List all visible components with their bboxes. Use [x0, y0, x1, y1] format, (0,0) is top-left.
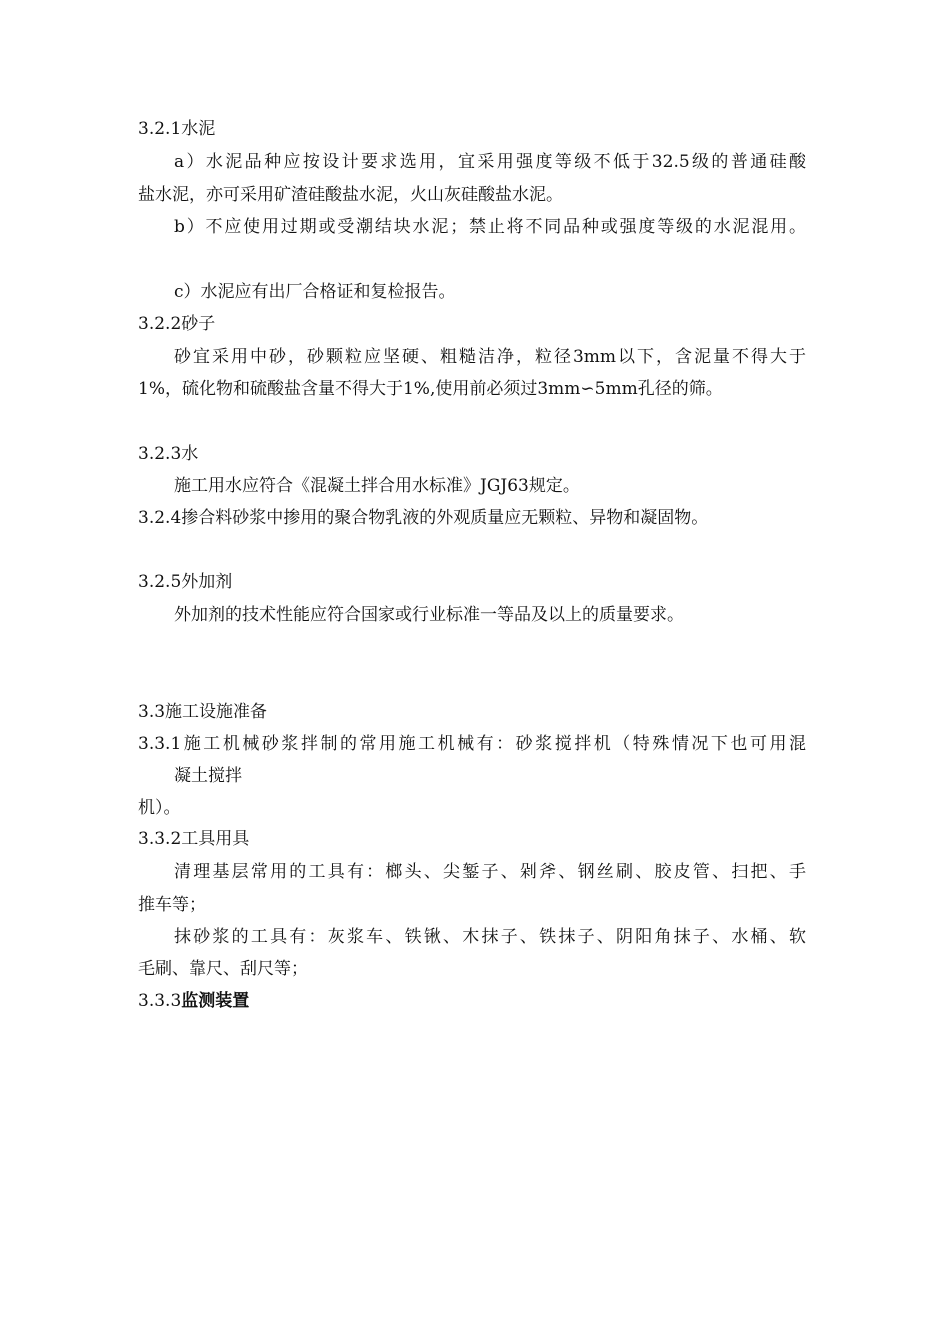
- section-3-2-2-text-line2: 1%，硫化物和硫酸盐含量不得大于1%,使用前必须过3mm∽5mm孔径的筛。: [138, 379, 723, 399]
- section-3-3-1-line3: 机）。: [138, 798, 181, 818]
- section-3-2-1-heading: 3.2.1水泥: [138, 119, 216, 139]
- section-3-2-5-heading: 3.2.5外加剂: [138, 572, 233, 592]
- section-3-3-2-para2-line2: 毛刷、靠尺、刮尺等；: [138, 959, 308, 979]
- section-3-2-2-heading: 3.2.2砂子: [138, 314, 216, 334]
- section-3-3-1-line1: 3.3.1施工机械砂浆拌制的常用施工机械有：砂浆搅拌机（特殊情况下也可用混: [138, 734, 806, 754]
- section-3-2-5-text: 外加剂的技术性能应符合国家或行业标准一等品及以上的质量要求。: [174, 605, 684, 625]
- section-3-2-1-item-c: c）水泥应有出厂合格证和复检报告。: [174, 282, 456, 302]
- section-3-2-1-item-a-line2: 盐水泥，亦可采用矿渣硅酸盐水泥，火山灰硅酸盐水泥。: [138, 185, 563, 205]
- section-3-3-heading: 3.3施工设施准备: [138, 702, 268, 722]
- section-3-3-2-para2-line1: 抹砂浆的工具有：灰浆车、铁锹、木抹子、铁抹子、阴阳角抹子、水桶、软: [174, 927, 806, 947]
- section-3-3-3-heading: [138, 990, 249, 1012]
- section-3-2-2-text-line1: 砂宜采用中砂，砂颗粒应坚硬、粗糙洁净，粒径3mm以下，含泥量不得大于: [174, 347, 806, 367]
- section-3-2-3-heading: 3.2.3水: [138, 444, 199, 464]
- section-3-3-3-number: 3.3.3: [138, 991, 182, 1011]
- section-3-2-3-text: 施工用水应符合《混凝土拌合用水标准》JGJ63规定。: [174, 476, 580, 496]
- section-3-3-3-title: 监测装置: [181, 991, 250, 1011]
- section-3-2-4-text: 3.2.4掺合料砂浆中掺用的聚合物乳液的外观质量应无颗粒、异物和凝固物。: [138, 508, 709, 528]
- section-3-2-1-item-a-line1: a）水泥品种应按设计要求选用，宜采用强度等级不低于32.5级的普通硅酸: [174, 152, 806, 172]
- section-3-3-2-para1-line2: 推车等；: [138, 895, 206, 915]
- section-3-3-2-para1-line1: 清理基层常用的工具有：榔头、尖錾子、剁斧、钢丝刷、胶皮管、扫把、手: [174, 862, 806, 882]
- section-3-3-1-line2: 凝土搅拌: [174, 766, 242, 786]
- section-3-3-2-heading: 3.3.2工具用具: [138, 829, 250, 849]
- section-3-2-1-item-b: b）不应使用过期或受潮结块水泥；禁止将不同品种或强度等级的水泥混用。: [174, 217, 806, 237]
